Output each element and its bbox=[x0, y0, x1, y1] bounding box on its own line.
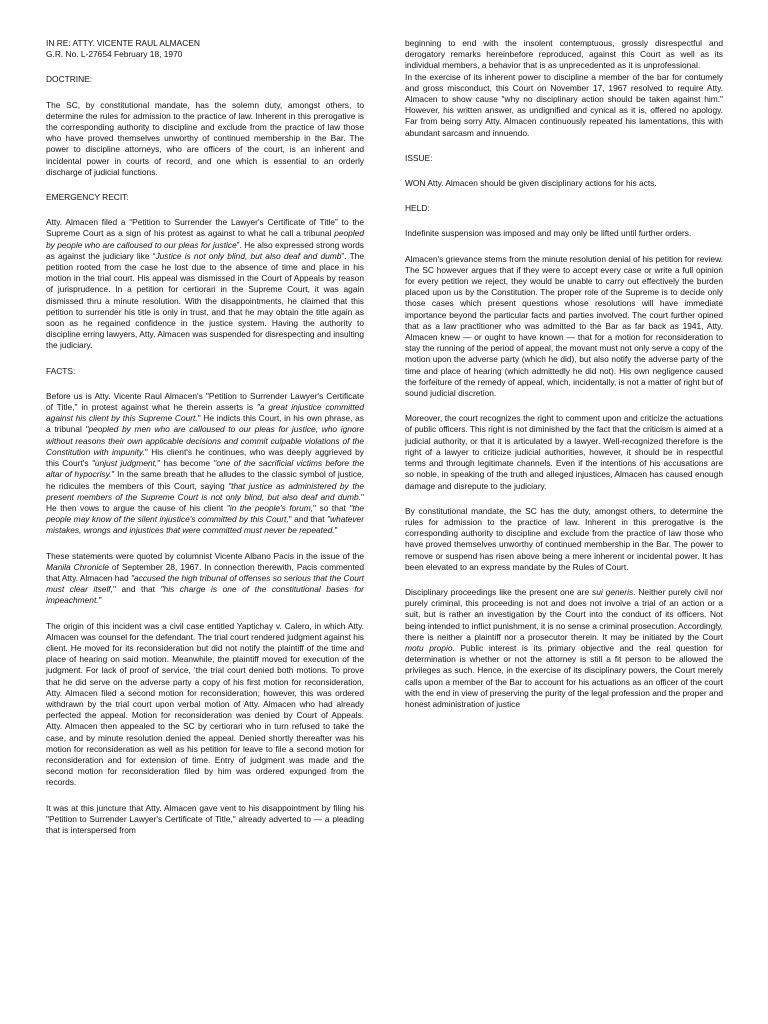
right-column bbox=[405, 38, 723, 724]
case-title: IN RE: ATTY. VICENTE RAUL ALMACEN bbox=[46, 38, 200, 48]
facts-paragraph-4: It was at this juncture that Atty. Almacen gave vent to his disappointment by filing his "Petition to Surrender Lawyer's Certificate of Title," already adverted to — a pleading that is interspersed from bbox=[46, 802, 364, 835]
recit-text: Atty. Almacen filed a “Petition to Surrender the Lawyer's Certificate of Title” to the Supreme Court as a sign of his protest as against to what he call a tribunal peopled by people who are calloused to our pleas for justice”. He also expressed strong words as against the judiciary like “Justice is not only blind, but also deaf and dumb”. The petition rooted from the case he lost due to the absence of time and place in his motion in the trial court. His appeal was dismissed in the Court of Appeals by reason of jurisprudence. In a petition for certiorari in the Supreme Court, it was again dismissed thru a minute resolution. With the disappointments, he claimed that this petition to surrender his title is only in trust, and that he may obtain the title again as soon as he regained confidence in the justice system. Having the authority to discipline erring lawyers, Atty. Almacen was suspended for disrespecting and insulting the judiciary. bbox=[46, 217, 364, 351]
held-paragraph-1: Indefinite suspension was imposed and may only be lifted until further orders. bbox=[405, 228, 692, 239]
held-paragraph-3: Moreover, the court recognizes the right to comment upon and criticize the actuations of public officers. This right is not diminished by the fact that the criticism is aimed at a judicial authority, or that it is articulated by a lawyer. Well-recognized therefore is the right of a lawyer to criticize judicial authorities, however, it should be in respectful terms and through legitimate channels. Even if the intentions of his accusations are so noble, in speaking of the truth and alleged injustices, Almacen has caused enough damage and disrepute to the judiciary. bbox=[405, 413, 723, 491]
facts-paragraph-3: The origin of this incident was a civil case entitled Yaptichay v. Calero, in which Atty. Almacen was counsel for the defendant. The trial court rendered judgment against his client. He moved for its reconsideration but did not notify the plaintiff of the time and place of hearing on said motion. Meanwhile, the plaintiff moved for execution of the judgment. For lack of proof of service, ‘the trial court denied both motions. To prove that he did serve on the adverse party a copy of his first motion for reconsideration, Atty. Almacen filed a second motion for reconsideration; however, this was ordered withdrawn by the trial court upon verbal motion of Atty. Almacen who had already perfected the appeal. Motion for reconsideration was denied by Court of Appeals. Atty. Almacen then appealed to the SC by certiorari who in turn refused to take the case, and by minute resolution denied the appeal. Denied shortly thereafter was his motion for reconsideration as well as his petition for leave to file a second motion for reconsideration and for extension of time. Entry of judgment was made and the second motion for reconsideration filed by him was ordered expunged from the records. bbox=[46, 620, 364, 788]
held-paragraph-2: Almacen's grievance stems from the minute resolution denial of his petition for review. The SC however argues that if they were to accept every case or write a full opinion for every petition we reject, they would be unable to carry out effectively the burden placed upon us by the Constitution. The proper role of the Supreme is to decide only those cases which present questions whose resolutions will have immediate importance beyond the particular facts and parties involved. The court further opined that as a law practitioner who was admitted to the Bar as far back as 1941, Atty. Almacen knew — or ought to have known — that for a motion for reconsideration to stay the running of the period of appeal, the movant must not only serve a copy of the motion upon the adverse party (which he did), but also notify the adverse party of the time and place of hearing (which admittedly he did not). His own negligence caused the forfeiture of the remedy of appeal, which, incidentally, is not a matter of right but of sound judicial discretion. bbox=[405, 253, 723, 399]
held-paragraph-4: By constitutional mandate, the SC has the duty, amongst others, to determine the rules for admission to the practice of law. Inherent in this prerogative is the corresponding authority to discipline and exclude from the practice of law those who have proved themselves unworthy of continued membership in the Bar. The power to remove or suspend has risen above being a mere inherent or incidental power. It has been elevated to an express mandate by the Rules of Court. bbox=[405, 505, 723, 572]
case-number: G.R. No. L-27654 February 18, 1970 bbox=[46, 49, 183, 60]
held-paragraph-5: Disciplinary proceedings like the present one are sui generis. Neither purely civil nor purely criminal, this proceeding is not and does not involve a trial of an action or a suit, but is rather an investigation by the Court into the conduct of its officers. Not being intended to inflict punishment, it is no sense a criminal prosecution. Accordingly, there is neither a plaintiff nor a prosecutor therein. It may be initiated by the Court motu propio. Public interest is its primary objective and the real question for determination is whether or not the attorney is still a fit person to be allowed the privileges as such. Hence, in the exercise of its disciplinary powers, the Court merely calls upon a member of the Bar to account for his actuations as an officer of the court with the end in view of preserving the purity of the legal profession and the proper and honest administration of justice bbox=[405, 586, 723, 709]
left-column bbox=[46, 38, 364, 836]
facts-paragraph-2: These statements were quoted by columnist Vicente Albano Pacis in the issue of the Manila Chronicle of September 28, 1967. In connection therewith, Pacis commented that Atty. Almacen had "accused the high tribunal of offenses so serious that the Court must clear itself," and that "his charge is one of the constitutional bases for impeachment." bbox=[46, 550, 365, 606]
recit-label: EMERGENCY RECIT: bbox=[46, 192, 129, 203]
facts-paragraph-6: In the exercise of its inherent power to discipline a member of the bar for contumely and gross misconduct, this Court on November 17, 1967 resolved to require Atty. Almacen to show cause "why no disciplinary action should be taken against him." However, his written answer, as undignified and cynical as it is, offered no apology. Far from being sorry Atty. Almacen continuously repeated his lamentations, this with abundant sarcasm and innuendo. bbox=[405, 71, 723, 138]
held-label: HELD: bbox=[405, 203, 430, 214]
facts-paragraph-5: beginning to end with the insolent contemptuous, grossly disrespectful and derogatory remarks hereinbefore reproduced, against this Court as well as its individual members, a behavior that is as unprecedented as it is unprofessional. bbox=[405, 38, 723, 71]
facts-paragraph-1: Before us is Atty. Vicente Raul Almacen's "Petition to Surrender Lawyer's Certificate of Title," in protest against what he therein asserts is "a great injustice committed against his client by this Supreme Court." He indicts this Court, in his own phrase, as a tribunal "peopled by men who are calloused to our pleas for justice, who ignore without reasons their own applicable decisions and commit culpable violations of the Constitution with impunity." His client's he continues, who was deeply aggrieved by this Court's "unjust judgment," has become "one of the sacrificial victims before the altar of hypocrisy." In the same breath that he alludes to the classic symbol of justice, he ridicules the members of this Court, saying "that justice as administered by the present members of the Supreme Court is not only blind, but also deaf and dumb." He then vows to argue the cause of his client "in the people's forum," so that "the people may know of the silent injustice's committed by this Court," and that "whatever mistakes, wrongs and injustices that were committed must never be repeated." bbox=[46, 390, 365, 536]
facts-label: FACTS: bbox=[46, 365, 76, 376]
issue-label: ISSUE: bbox=[405, 152, 433, 163]
doctrine-text: The SC, by constitutional mandate, has the solemn duty, amongst others, to determine the rules for admission to the practice of law. Inherent in this prerogative is the corresponding authority to discipline and exclude from the practice of law those who have proved themselves unworthy of continued membership in the Bar. The power to discipline attorneys, who are officers of the court, is an inherent and incidental power in courts of record, and one which is essential to an orderly discharge of judicial functions. bbox=[46, 99, 364, 177]
issue-text: WON Atty. Almacen should be given disciplinary actions for his acts. bbox=[405, 178, 657, 189]
doctrine-label: DOCTRINE: bbox=[46, 74, 93, 85]
